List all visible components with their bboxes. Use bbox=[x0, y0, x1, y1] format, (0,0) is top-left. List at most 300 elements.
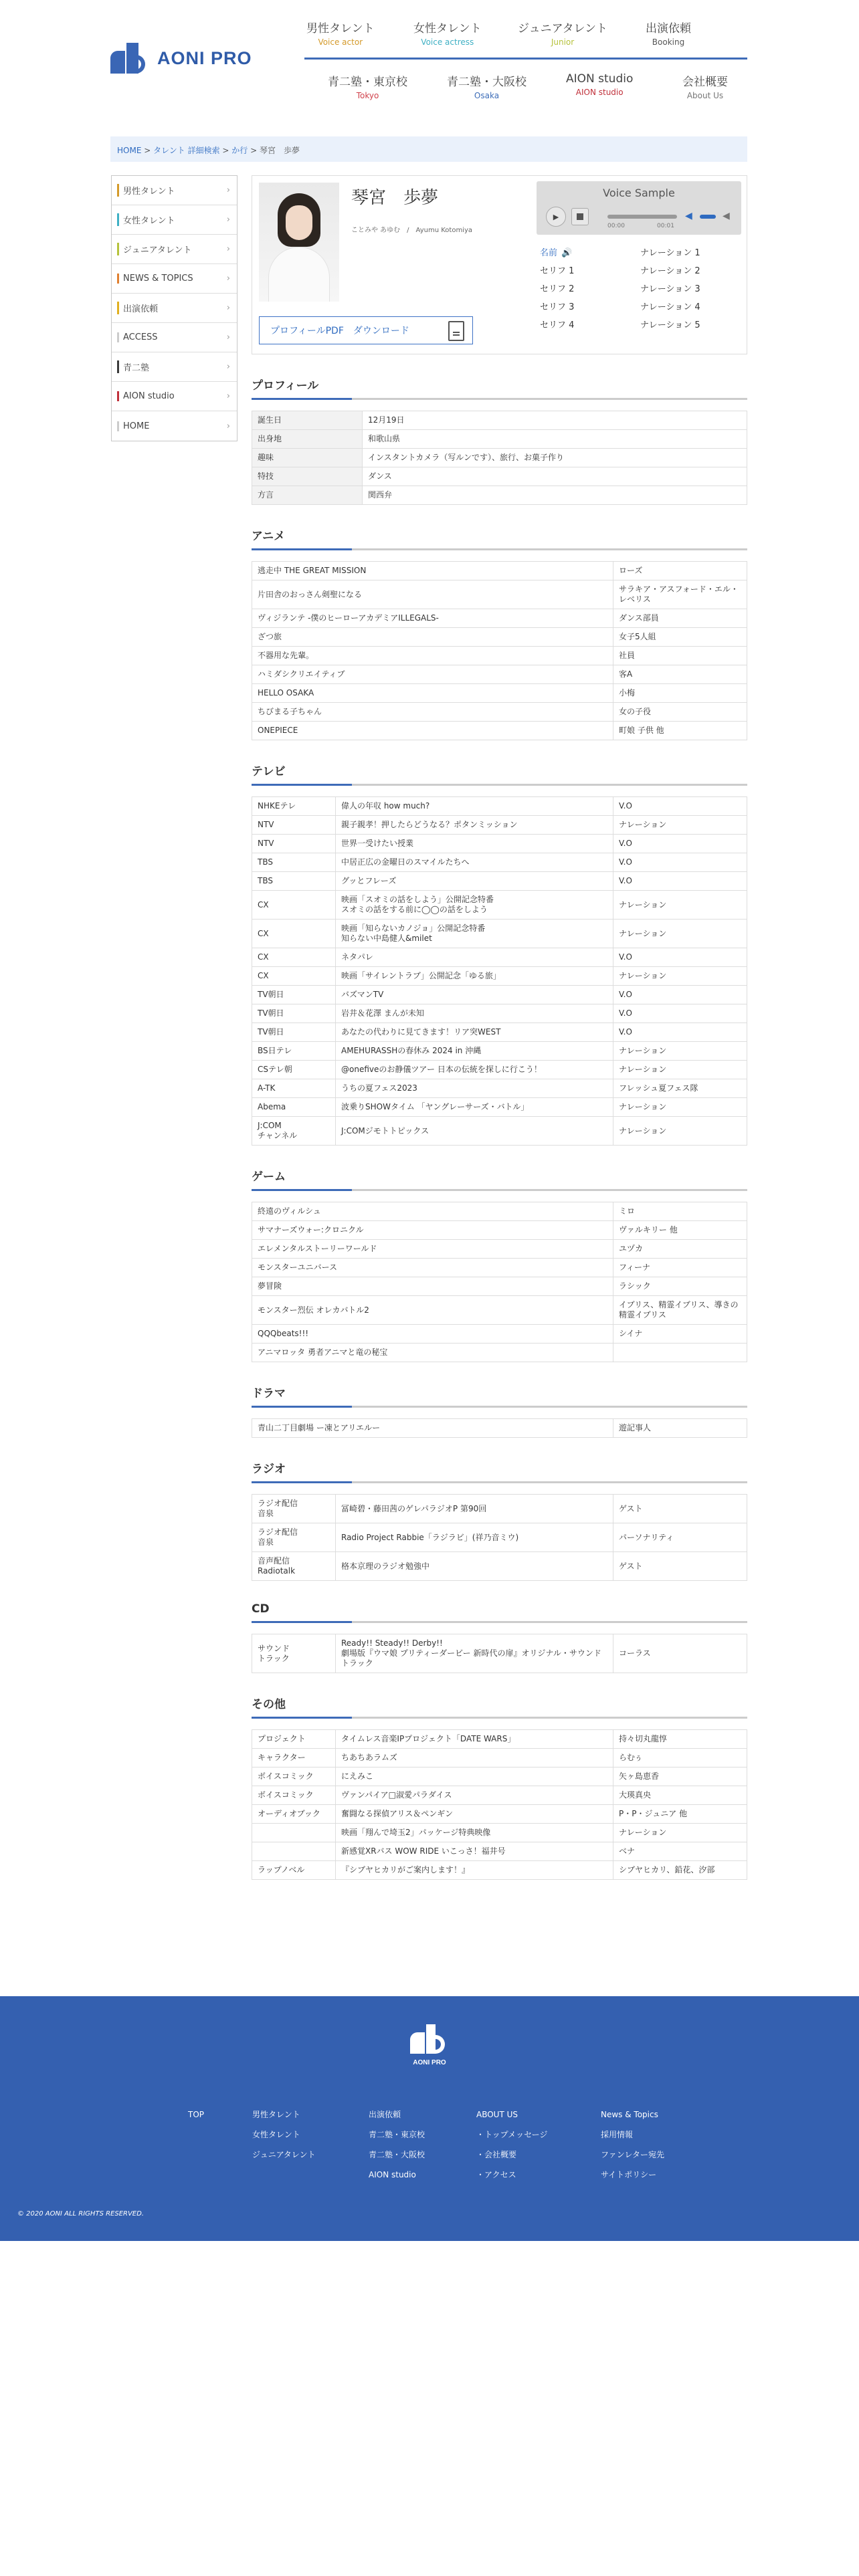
speaker-icon: 🔊 bbox=[561, 248, 573, 258]
other-row bbox=[252, 1824, 747, 1842]
table-cell: TBS bbox=[252, 853, 336, 872]
table-cell: 新感覚XRバス WOW RIDE いこっさ！福井号 bbox=[336, 1842, 613, 1861]
table-cell: 偉人の年収 how much? bbox=[336, 797, 613, 816]
breadcrumb-search[interactable]: タレント 詳細検索 bbox=[153, 146, 220, 155]
nav-label: 男性タレント bbox=[306, 22, 375, 35]
volume-max-icon[interactable]: ◀ bbox=[723, 211, 730, 221]
table-cell: ボイスコミック bbox=[252, 1786, 336, 1805]
table-cell: 和歌山県 bbox=[363, 430, 747, 449]
table-cell: ネタパレ bbox=[336, 948, 613, 967]
nav-junior-talent[interactable] bbox=[518, 19, 607, 47]
section-title-drama: ドラマ bbox=[252, 1384, 747, 1408]
table-cell: ダンス部員 bbox=[613, 609, 747, 628]
footer-link[interactable]: 青二塾・大阪校 bbox=[369, 2150, 425, 2159]
anime-row bbox=[252, 562, 747, 580]
nav-aion-studio[interactable] bbox=[566, 72, 633, 97]
sidebar-item-label: ジュニアタレント bbox=[117, 243, 192, 255]
voice-sample-player bbox=[537, 181, 741, 235]
tv-row bbox=[252, 948, 747, 967]
sidebar-item[interactable] bbox=[112, 176, 237, 205]
table-tv_rows bbox=[252, 796, 747, 1146]
section-title-game: ゲーム bbox=[252, 1167, 747, 1191]
chevron-right-icon: › bbox=[226, 362, 230, 372]
table-cell: サマナーズウォー:クロニクル bbox=[252, 1221, 613, 1240]
footer-link[interactable]: ジュニアタレント bbox=[252, 2150, 316, 2159]
voice-sample-item[interactable] bbox=[640, 318, 741, 330]
tv-row bbox=[252, 1042, 747, 1061]
profile-sections bbox=[252, 376, 747, 1880]
chevron-right-icon: › bbox=[226, 215, 230, 225]
talent-photo bbox=[259, 183, 339, 302]
table-cell: ナレーション bbox=[613, 1061, 747, 1079]
nav-sublabel: Voice actress bbox=[421, 37, 474, 47]
table-cell: QQQbeats!!! bbox=[252, 1325, 613, 1344]
breadcrumb-separator: > bbox=[141, 146, 154, 155]
table-cell: ざつ旅 bbox=[252, 628, 613, 647]
table-cell: 冨崎碧・藤田茜のゲレパラジオP 第90回 bbox=[336, 1495, 613, 1523]
footer-link[interactable]: ・会社概要 bbox=[476, 2150, 517, 2159]
pdf-button-label: プロフィールPDF ダウンロード bbox=[270, 326, 409, 336]
footer-link[interactable]: ・アクセス bbox=[476, 2170, 516, 2179]
table-cell: ヴァルキリー 他 bbox=[613, 1221, 747, 1240]
section-title-anime: アニメ bbox=[252, 526, 747, 550]
table-cell: HELLO OSAKA bbox=[252, 684, 613, 703]
breadcrumb bbox=[110, 136, 747, 162]
table-cell: モンスターユニバース bbox=[252, 1259, 613, 1277]
nav-about-us[interactable] bbox=[682, 72, 728, 100]
profile-row bbox=[252, 430, 747, 449]
anime-row bbox=[252, 609, 747, 628]
table-cell: 小梅 bbox=[613, 684, 747, 703]
table-cell: 女子5人組 bbox=[613, 628, 747, 647]
table-cell: コーラス bbox=[613, 1634, 747, 1673]
radio-row bbox=[252, 1495, 747, 1523]
table-cell: 映画「サイレントラブ」公開記念「ゆる旅」 bbox=[336, 967, 613, 986]
table-cell: ナレーション bbox=[613, 891, 747, 920]
tv-row bbox=[252, 1061, 747, 1079]
table-cell: P・P・ジュニア 他 bbox=[613, 1805, 747, 1824]
tv-row bbox=[252, 1098, 747, 1117]
table-cell: エレメンタルストーリーワールド bbox=[252, 1240, 613, 1259]
table-cell: CX bbox=[252, 920, 336, 948]
tv-row bbox=[252, 872, 747, 891]
nav-female-talent[interactable] bbox=[413, 19, 482, 47]
table-game_rows bbox=[252, 1202, 747, 1362]
footer-link[interactable]: 青二塾・東京校 bbox=[369, 2130, 425, 2139]
voice-sample-label: 名前 bbox=[540, 248, 558, 258]
stop-button[interactable] bbox=[571, 208, 589, 225]
main-content bbox=[252, 175, 747, 1880]
sidebar-item[interactable] bbox=[112, 264, 237, 294]
table-cell: ナレーション bbox=[613, 1824, 747, 1842]
table-cell: 関西弁 bbox=[363, 486, 747, 505]
breadcrumb-separator: > bbox=[219, 146, 232, 155]
time-duration: 00:01 bbox=[657, 223, 674, 229]
table-cell: ONEPIECE bbox=[252, 722, 613, 740]
game-row bbox=[252, 1202, 747, 1221]
nav-label: 青二塾・大阪校 bbox=[447, 76, 527, 89]
nav-label: 会社概要 bbox=[682, 76, 728, 89]
table-cell: CSテレ朝 bbox=[252, 1061, 336, 1079]
table-cell: 趣味 bbox=[252, 449, 363, 467]
table-cell: ラシック bbox=[613, 1277, 747, 1296]
game-row bbox=[252, 1221, 747, 1240]
sidebar-item-label: NEWS & TOPICS bbox=[117, 274, 193, 284]
table-cell: ナレーション bbox=[613, 1098, 747, 1117]
table-other_rows bbox=[252, 1729, 747, 1880]
table-cell: 世界一受けたい授業 bbox=[336, 835, 613, 853]
table-cell: ユヅカ bbox=[613, 1240, 747, 1259]
anime-row bbox=[252, 703, 747, 722]
talent-name: 琴宮 歩夢 bbox=[351, 188, 439, 208]
footer-link[interactable]: ・トップメッセージ bbox=[476, 2130, 548, 2139]
nav-label: 出演依頼 bbox=[646, 22, 691, 35]
table-cell: CX bbox=[252, 891, 336, 920]
table-cell: イブリス、精霊イブリス、導きの精霊イブリス bbox=[613, 1296, 747, 1325]
section-title-radio: ラジオ bbox=[252, 1459, 747, 1483]
voice-sample-label: ナレーション 5 bbox=[640, 320, 700, 330]
table-cell: あなたの代わりに見てきます！リア突WEST bbox=[336, 1023, 613, 1042]
table-cell: CX bbox=[252, 967, 336, 986]
nav-label: 女性タレント bbox=[413, 22, 482, 35]
volume-icon[interactable]: ◀ bbox=[685, 211, 692, 221]
table-cell: 遊記事人 bbox=[613, 1419, 747, 1438]
voice-sample-list bbox=[540, 245, 741, 330]
footer-link[interactable]: ファンレター宛先 bbox=[601, 2150, 664, 2159]
voice-sample-item[interactable] bbox=[640, 300, 741, 312]
table-cell: 映画「スオミの話をしよう」公開記念特番 スオミの話をする前に◯◯の話をしよう bbox=[336, 891, 613, 920]
table-cell: シブヤヒカリ、鉛花、汐部 bbox=[613, 1861, 747, 1880]
table-cell: にえみこ bbox=[336, 1767, 613, 1786]
table-cell: モンスター烈伝 オレカバトル2 bbox=[252, 1296, 613, 1325]
table-cell: らむぅ bbox=[613, 1749, 747, 1767]
table-cell: V.O bbox=[613, 1023, 747, 1042]
anime-row bbox=[252, 628, 747, 647]
table-anime_rows bbox=[252, 561, 747, 740]
play-icon: ▶ bbox=[553, 212, 559, 221]
nav-sublabel: Voice actor bbox=[318, 37, 363, 47]
table-cell: オーディオブック bbox=[252, 1805, 336, 1824]
sidebar-item[interactable] bbox=[112, 382, 237, 411]
table-cell bbox=[252, 1824, 336, 1842]
tv-row bbox=[252, 797, 747, 816]
section-title-tv: テレビ bbox=[252, 762, 747, 786]
other-row bbox=[252, 1842, 747, 1861]
table-cell: J:COMジモトトピックス bbox=[336, 1117, 613, 1146]
table-cell: ゲスト bbox=[613, 1552, 747, 1581]
site-logo[interactable] bbox=[110, 43, 252, 74]
sidebar-item-label: 女性タレント bbox=[117, 213, 175, 226]
table-cell: プロジェクト bbox=[252, 1730, 336, 1749]
other-row bbox=[252, 1730, 747, 1749]
nav-sublabel: AION studio bbox=[575, 88, 624, 97]
tv-row bbox=[252, 967, 747, 986]
volume-slider[interactable] bbox=[700, 215, 716, 219]
table-cell: TV朝日 bbox=[252, 1023, 336, 1042]
table-cell: AMEHURASSHの春休み 2024 in 沖縄 bbox=[336, 1042, 613, 1061]
table-cell: A-TK bbox=[252, 1079, 336, 1098]
sidebar-item-label: AION studio bbox=[117, 391, 175, 401]
voice-sample-label: セリフ 4 bbox=[540, 320, 575, 330]
table-cell bbox=[613, 1344, 747, 1362]
footer-link[interactable]: 出演依頼 bbox=[369, 2110, 401, 2119]
sidebar-item-label: 出演依頼 bbox=[117, 302, 158, 314]
table-cell: 青山二丁目劇場 ー凍とアリエルー bbox=[252, 1419, 613, 1438]
time-current: 00:00 bbox=[607, 223, 625, 229]
footer-link[interactable]: TOP bbox=[188, 2110, 205, 2119]
voice-sample-item[interactable] bbox=[540, 245, 640, 258]
sidebar-item[interactable] bbox=[112, 352, 237, 382]
table-cell: ナレーション bbox=[613, 1042, 747, 1061]
footer-link[interactable]: 男性タレント bbox=[252, 2110, 300, 2119]
cd-row bbox=[252, 1634, 747, 1673]
table-cell: サウンド トラック bbox=[252, 1634, 336, 1673]
table-cell: 方言 bbox=[252, 486, 363, 505]
anime-row bbox=[252, 684, 747, 703]
table-cell: ダンス bbox=[363, 467, 747, 486]
footer-link[interactable]: サイトポリシー bbox=[601, 2170, 657, 2179]
table-cell: 町娘 子供 他 bbox=[613, 722, 747, 740]
table-cell: 夢冒険 bbox=[252, 1277, 613, 1296]
voice-sample-item[interactable] bbox=[640, 263, 741, 276]
table-cell: V.O bbox=[613, 853, 747, 872]
table-cell: アニマロッタ 勇者アニマと竜の秘宝 bbox=[252, 1344, 613, 1362]
tv-row bbox=[252, 853, 747, 872]
profile-pdf-download-button[interactable] bbox=[259, 316, 473, 344]
profile-row bbox=[252, 486, 747, 505]
table-cell: Ready!! Steady!! Derby!! 劇場版『ウマ娘 プリティーダービー 新時代の扉』オリジナル・サウンドトラック bbox=[336, 1634, 613, 1673]
voice-sample-item[interactable] bbox=[640, 282, 741, 294]
tv-row bbox=[252, 1023, 747, 1042]
table-cell: Radio Project Rabbie「ラジラビ」(祥乃音ミウ) bbox=[336, 1523, 613, 1552]
table-cell: TV朝日 bbox=[252, 1004, 336, 1023]
table-cell: ちあちあラムズ bbox=[336, 1749, 613, 1767]
tv-row bbox=[252, 1117, 747, 1146]
copyright: © 2020 AONI ALL RIGHTS RESERVED. bbox=[17, 2210, 145, 2218]
nav-label: 青二塾・東京校 bbox=[328, 76, 407, 89]
voice-sample-label: セリフ 1 bbox=[540, 266, 575, 276]
table-cell: 誕生日 bbox=[252, 411, 363, 430]
sidebar bbox=[111, 175, 237, 441]
table-cell: 格本京理のラジオ勉強中 bbox=[336, 1552, 613, 1581]
table-cell: 客A bbox=[613, 665, 747, 684]
sidebar-item[interactable] bbox=[112, 294, 237, 323]
footer-link[interactable]: 採用情報 bbox=[601, 2130, 634, 2139]
table-cell: ナレーション bbox=[613, 816, 747, 835]
tv-row bbox=[252, 816, 747, 835]
table-cell: 女の子役 bbox=[613, 703, 747, 722]
table-profile_rows bbox=[252, 411, 747, 505]
play-button[interactable] bbox=[546, 207, 566, 227]
table-cell: キャラクター bbox=[252, 1749, 336, 1767]
breadcrumb-row[interactable]: か行 bbox=[231, 146, 248, 155]
game-row bbox=[252, 1240, 747, 1259]
table-cell: 岩井＆花澤 まんが未知 bbox=[336, 1004, 613, 1023]
table-cell: ラジオ配信 音泉 bbox=[252, 1495, 336, 1523]
table-cell: CX bbox=[252, 948, 336, 967]
section-title-profile: プロフィール bbox=[252, 376, 747, 400]
table-cell: 矢ヶ島恵香 bbox=[613, 1767, 747, 1786]
sidebar-item-label: ACCESS bbox=[117, 332, 158, 342]
tv-row bbox=[252, 835, 747, 853]
other-row bbox=[252, 1861, 747, 1880]
anime-row bbox=[252, 647, 747, 665]
table-cell: フレッシュ夏フェス隊 bbox=[613, 1079, 747, 1098]
logo-mark-icon bbox=[110, 43, 148, 74]
table-cell: ヴァンパイア□淑愛パラダイス bbox=[336, 1786, 613, 1805]
logo-text: AONI PRO bbox=[157, 47, 252, 68]
table-cell: ナレーション bbox=[613, 1117, 747, 1146]
table-cell: ラップノベル bbox=[252, 1861, 336, 1880]
profile-row bbox=[252, 449, 747, 467]
voice-sample-label: セリフ 3 bbox=[540, 302, 575, 312]
table-cell: パーソナリティ bbox=[613, 1523, 747, 1552]
voice-sample-item[interactable] bbox=[640, 245, 741, 258]
profile-row bbox=[252, 411, 747, 430]
site-footer bbox=[0, 1996, 859, 2241]
footer-col-booking bbox=[369, 2105, 425, 2185]
chevron-right-icon: › bbox=[226, 274, 230, 284]
table-cell: V.O bbox=[613, 872, 747, 891]
table-cell: ナレーション bbox=[613, 920, 747, 948]
voice-sample-label: ナレーション 2 bbox=[640, 266, 700, 276]
nav-sublabel: Junior bbox=[551, 37, 575, 47]
sidebar-item[interactable] bbox=[112, 323, 237, 352]
breadcrumb-home[interactable]: HOME bbox=[117, 146, 142, 155]
table-cell: サラキア・アスフォード・エル・レベリス bbox=[613, 580, 747, 609]
radio-row bbox=[252, 1523, 747, 1552]
table-cell: ミロ bbox=[613, 1202, 747, 1221]
table-radio_rows bbox=[252, 1494, 747, 1581]
table-cell: 12月19日 bbox=[363, 411, 747, 430]
drama-row bbox=[252, 1419, 747, 1438]
chevron-right-icon: › bbox=[226, 332, 230, 342]
table-cell: @onefiveのお静儀ツアー 日本の伝統を探しに行こう！ bbox=[336, 1061, 613, 1079]
table-cell: 大瑛真央 bbox=[613, 1786, 747, 1805]
footer-logo[interactable] bbox=[407, 2023, 452, 2070]
other-row bbox=[252, 1749, 747, 1767]
table-cell: 終遠のヴィルシュ bbox=[252, 1202, 613, 1221]
profile-row bbox=[252, 467, 747, 486]
anime-row bbox=[252, 580, 747, 609]
voice-sample-label: ナレーション 3 bbox=[640, 284, 700, 294]
game-row bbox=[252, 1259, 747, 1277]
table-cell: ラジオ配信 音泉 bbox=[252, 1523, 336, 1552]
tv-row bbox=[252, 891, 747, 920]
table-cell: 逃走中 THE GREAT MISSION bbox=[252, 562, 613, 580]
table-cell: 持々切丸龍惇 bbox=[613, 1730, 747, 1749]
voice-sample-label: セリフ 2 bbox=[540, 284, 575, 294]
other-row bbox=[252, 1767, 747, 1786]
game-row bbox=[252, 1344, 747, 1362]
sidebar-item[interactable] bbox=[112, 411, 237, 441]
nav-school-tokyo[interactable] bbox=[328, 72, 407, 100]
chevron-right-icon: › bbox=[226, 421, 230, 431]
table-cell: 『シブヤヒカリがご案内します！』 bbox=[336, 1861, 613, 1880]
table-cell: 音声配信 Radiotalk bbox=[252, 1552, 336, 1581]
table-cell: 不器用な先輩。 bbox=[252, 647, 613, 665]
voice-sample-label: ナレーション 4 bbox=[640, 302, 700, 312]
tv-row bbox=[252, 1079, 747, 1098]
nav-sublabel: Booking bbox=[652, 37, 685, 47]
table-cell: ローズ bbox=[613, 562, 747, 580]
table-cell: シイナ bbox=[613, 1325, 747, 1344]
table-cell: TV朝日 bbox=[252, 986, 336, 1004]
footer-link[interactable]: AION studio bbox=[369, 2170, 416, 2179]
table-cd_rows bbox=[252, 1634, 747, 1673]
footer-col-news bbox=[601, 2105, 664, 2185]
table-cell: 片田舎のおっさん剣聖になる bbox=[252, 580, 613, 609]
table-cell: ゲスト bbox=[613, 1495, 747, 1523]
nav-divider bbox=[304, 58, 747, 60]
other-row bbox=[252, 1786, 747, 1805]
voice-sample-item[interactable] bbox=[540, 318, 640, 330]
sidebar-item-label: 青二塾 bbox=[117, 360, 149, 373]
nav-male-talent[interactable] bbox=[306, 19, 375, 47]
table-cell: 奮闘なる探偵アリス＆ペンギン bbox=[336, 1805, 613, 1824]
table-cell: ちびまる子ちゃん bbox=[252, 703, 613, 722]
table-cell: V.O bbox=[613, 797, 747, 816]
anime-row bbox=[252, 722, 747, 740]
table-cell: うちの夏フェス2023 bbox=[336, 1079, 613, 1098]
footer-link[interactable]: 女性タレント bbox=[252, 2130, 300, 2139]
table-cell: NHKEテレ bbox=[252, 797, 336, 816]
table-cell: NTV bbox=[252, 816, 336, 835]
table-cell: Abema bbox=[252, 1098, 336, 1117]
sidebar-item[interactable] bbox=[112, 235, 237, 264]
nav-booking[interactable] bbox=[646, 19, 691, 47]
tv-row bbox=[252, 920, 747, 948]
tv-row bbox=[252, 1004, 747, 1023]
sidebar-item[interactable] bbox=[112, 205, 237, 235]
footer-col-about bbox=[476, 2105, 547, 2185]
table-cell: ボイスコミック bbox=[252, 1767, 336, 1786]
section-title-cd: CD bbox=[252, 1602, 747, 1623]
seek-bar[interactable] bbox=[607, 215, 677, 219]
site-header bbox=[0, 0, 859, 127]
table-cell: バズマンTV bbox=[336, 986, 613, 1004]
voice-sample-item[interactable] bbox=[540, 300, 640, 312]
nav-sublabel: Tokyo bbox=[356, 91, 379, 100]
table-cell: BS日テレ bbox=[252, 1042, 336, 1061]
table-cell: グッとフレーズ bbox=[336, 872, 613, 891]
footer-link[interactable]: News & Topics bbox=[601, 2110, 658, 2119]
anime-row bbox=[252, 665, 747, 684]
table-cell bbox=[252, 1842, 336, 1861]
table-cell: J:COM チャンネル bbox=[252, 1117, 336, 1146]
table-cell: フィーナ bbox=[613, 1259, 747, 1277]
table-cell: 特技 bbox=[252, 467, 363, 486]
chevron-right-icon: › bbox=[226, 391, 230, 401]
table-cell: タイムレス音楽IPプロジェクト「DATE WARS」 bbox=[336, 1730, 613, 1749]
nav-sublabel: Osaka bbox=[474, 91, 500, 100]
voice-sample-item[interactable] bbox=[540, 263, 640, 276]
talent-name-reading: ことみや あゆむ / Ayumu Kotomiya bbox=[351, 227, 473, 234]
footer-link[interactable]: ABOUT US bbox=[476, 2110, 518, 2119]
nav-school-osaka[interactable] bbox=[447, 72, 527, 100]
breadcrumb-current: 琴宮 歩夢 bbox=[260, 146, 300, 155]
table-cell: 映画「知らないカノジョ」公開記念特番 知らない中島健人&milet bbox=[336, 920, 613, 948]
table-cell: ヴィジランテ -僕のヒーローアカデミアILLEGALS- bbox=[252, 609, 613, 628]
chevron-right-icon: › bbox=[226, 185, 230, 195]
voice-sample-item[interactable] bbox=[540, 282, 640, 294]
voice-sample-title: Voice Sample bbox=[603, 187, 675, 199]
stop-icon bbox=[577, 213, 583, 220]
sidebar-item-label: HOME bbox=[117, 421, 149, 431]
breadcrumb-separator: > bbox=[248, 146, 260, 155]
chevron-right-icon: › bbox=[226, 244, 230, 254]
table-cell: ベナ bbox=[613, 1842, 747, 1861]
